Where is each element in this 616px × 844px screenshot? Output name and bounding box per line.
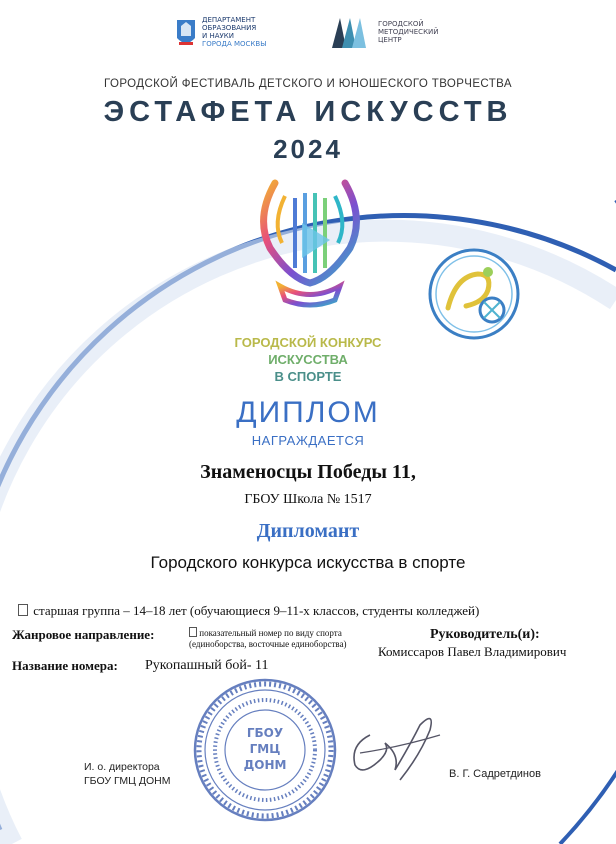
awarded-label: НАГРАЖДАЕТСЯ [251, 433, 365, 448]
genre-value-text: показательный номер по виду спорта (единоборства, восточные единоборства) [189, 628, 347, 649]
contest-line-1: ГОРОДСКОЙ КОНКУРС [234, 335, 382, 350]
checkbox-icon [189, 627, 197, 637]
number-value: Рукопашный бой- 11 [145, 658, 269, 673]
contest-title [0, 334, 616, 385]
handwritten-signature [340, 705, 450, 795]
dept-logo [175, 16, 285, 52]
contest-line-3: В СПОРТЕ [274, 369, 342, 384]
genre-value [189, 627, 385, 650]
official-stamp [190, 675, 340, 825]
festival-year: 2024 [273, 134, 343, 164]
dept-line-2: ОБРАЗОВАНИЯ [202, 24, 257, 32]
festival-subtitle: ГОРОДСКОЙ ФЕСТИВАЛЬ ДЕТСКОГО И ЮНОШЕСКОГО ТВОРЧЕСТВА [104, 78, 512, 90]
lyre-icon [250, 178, 370, 318]
leader-value: Комиссаров Павел Владимирович [378, 644, 567, 659]
recipient-name: Знаменосцы Победы 11, [200, 461, 416, 483]
festival-title: ЭСТАФЕТА ИСКУССТВ [103, 96, 513, 128]
rank-label: Дипломант [256, 520, 360, 542]
director-title [84, 760, 170, 788]
contest-name: Городского конкурса искусства в спорте [150, 553, 466, 572]
stamp-line-1: ГБОУ [246, 726, 284, 740]
contest-line-2: ИСКУССТВА [268, 352, 348, 367]
gymnast-emblem-icon [426, 246, 522, 342]
leader-label: Руководитель(и): [430, 627, 540, 642]
director-line-2: ГБОУ ГМЦ ДОНМ [84, 775, 171, 787]
stamp-line-2: ГМЦ [249, 742, 281, 756]
age-group-text: старшая группа – 14–18 лет (обучающиеся 9–11-х классов, студенты колледжей) [30, 603, 480, 618]
diploma-title: ДИПЛОМ [236, 396, 380, 429]
checkbox-icon [18, 604, 28, 616]
gmc-line-2: МЕТОДИЧЕСКИЙ [378, 28, 439, 36]
gmc-logo [332, 18, 452, 52]
gmc-emblem-icon [332, 18, 372, 48]
number-label: Название номера: [12, 658, 118, 673]
dept-line-1: ДЕПАРТАМЕНТ [202, 16, 256, 24]
stamp-line-3: ДОНМ [243, 758, 287, 772]
genre-label: Жанровое направление: [12, 627, 155, 642]
signer-name: В. Г. Садретдинов [449, 768, 541, 780]
gmc-line-3: ЦЕНТР [378, 36, 402, 44]
school-name: ГБОУ Школа № 1517 [244, 492, 372, 507]
director-line-1: И. о. директора [84, 761, 160, 773]
age-group [18, 603, 479, 619]
dept-line-4: ГОРОДА МОСКВЫ [202, 40, 267, 48]
dept-line-3: И НАУКИ [202, 32, 234, 40]
moscow-emblem-icon [175, 18, 197, 50]
gmc-line-1: ГОРОДСКОЙ [378, 20, 424, 28]
